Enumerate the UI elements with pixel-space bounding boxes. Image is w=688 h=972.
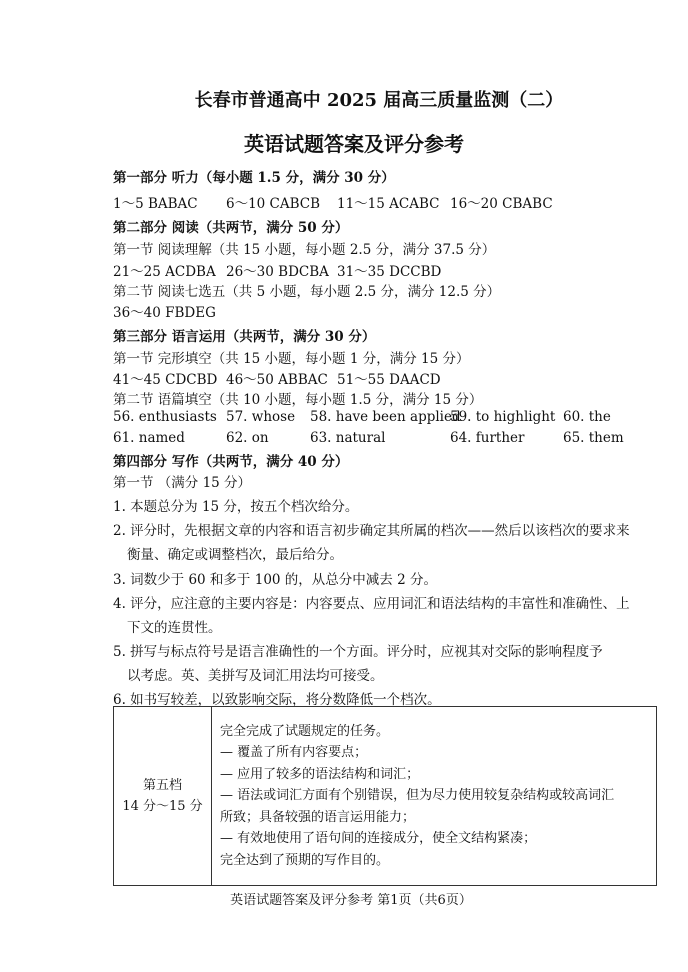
rubric-line-1: 完全完成了试题规定的任务。 [220, 723, 390, 739]
rule-3: 3. 词数少于 60 和多于 100 的，从总分中减去 2 分。 [113, 572, 437, 588]
rule-2: 2. 评分时，先根据文章的内容和语言初步确定其所属的档次——然后以该档次的要求来 [113, 523, 630, 539]
fill-answer-59: 59. to highlight [450, 409, 556, 425]
part3-section1-answer-1: 41～45 CDCBD [113, 372, 218, 388]
rule-6: 6. 如书写较差，以致影响交际，将分数降低一个档次。 [113, 692, 441, 708]
part4-section1-desc: 第一节 （满分 15 分） [113, 475, 252, 491]
document-subtitle: 英语试题答案及评分参考 [244, 132, 464, 156]
rule-5-continued: 以考虑。英、美拼写及词汇用法均可接受。 [127, 668, 384, 684]
rubric-line-6: — 有效地使用了语句间的连接成分，使全文结构紧凑； [220, 831, 537, 847]
part3-section1-answer-3: 51～55 DAACD [337, 372, 441, 388]
rule-4: 4. 评分，应注意的主要内容是：内容要点、应用词汇和语法结构的丰富性和准确性、上 [113, 596, 630, 612]
fill-answer-63: 63. natural [310, 430, 386, 446]
part3-section1-desc: 第一节 完形填空（共 15 小题，每小题 1 分，满分 15 分） [113, 351, 470, 367]
rubric-row-level-5 [114, 707, 657, 886]
rubric-line-2: — 覆盖了所有内容要点； [220, 745, 368, 761]
rubric-level-score: 14 分～15 分 [122, 799, 203, 814]
part2-section2-answers: 36～40 FBDEG [113, 305, 216, 321]
rule-1: 1. 本题总分为 15 分，按五个档次给分。 [113, 499, 359, 515]
part1-answer-1: 1～5 BABAC [113, 196, 198, 212]
fill-answer-62: 62. on [226, 430, 269, 446]
page-footer: 英语试题答案及评分参考 第1页（共6页） [230, 893, 472, 908]
part2-section1-answer-3: 31～35 DCCBD [337, 264, 442, 280]
fill-answer-60: 60. the [563, 409, 611, 425]
part4-heading: 第四部分 写作（共两节，满分 40 分） [113, 454, 349, 470]
part2-section1-answer-2: 26～30 BDCBA [226, 264, 329, 280]
part1-answer-3: 11～15 ACABC [337, 196, 440, 212]
rule-4-continued: 下文的连贯性。 [127, 620, 222, 636]
part1-answer-4: 16～20 CBABC [450, 196, 553, 212]
part2-section1-desc: 第一节 阅读理解（共 15 小题，每小题 2.5 分，满分 37.5 分） [113, 242, 496, 258]
part2-section2-desc: 第二节 阅读七选五（共 5 小题，每小题 2.5 分，满分 12.5 分） [113, 284, 501, 300]
part2-heading: 第二部分 阅读（共两节，满分 50 分） [113, 220, 349, 236]
fill-answer-65: 65. them [563, 430, 624, 446]
fill-answer-58: 58. have been applied [310, 409, 461, 425]
rubric-line-7: 完全达到了预期的写作目的。 [220, 852, 390, 868]
rule-5: 5. 拼写与标点符号是语言准确性的一个方面。评分时，应视其对交际的影响程度予 [113, 644, 603, 660]
fill-answer-56: 56. enthusiasts [113, 409, 217, 425]
fill-answer-61: 61. named [113, 430, 185, 446]
rubric-line-5: 所致；具备较强的语言运用能力； [220, 809, 416, 825]
part3-section2-desc: 第二节 语篇填空（共 10 小题，每小题 1.5 分，满分 15 分） [113, 392, 483, 408]
rubric-description-cell [212, 707, 657, 886]
part2-section1-answer-1: 21～25 ACDBA [113, 264, 216, 280]
fill-answer-64: 64. further [450, 430, 525, 446]
document-title: 长春市普通高中 2025 届高三质量监测（二） [194, 90, 564, 111]
part3-section1-answer-2: 46～50 ABBAC [226, 372, 328, 388]
scoring-rubric-table [113, 706, 657, 886]
rubric-line-3: — 应用了较多的语法结构和词汇； [220, 766, 420, 782]
rule-2-continued: 衡量、确定或调整档次，最后给分。 [127, 547, 343, 563]
part1-heading: 第一部分 听力（每小题 1.5 分，满分 30 分） [113, 170, 395, 186]
rubric-line-4: — 语法或词汇方面有个别错误，但为尽力使用较复杂结构或较高词汇 [220, 788, 615, 804]
part1-answer-2: 6～10 CABCB [226, 196, 321, 212]
fill-answer-57: 57. whose [226, 409, 296, 425]
rubric-level-name: 第五档 [142, 778, 182, 793]
rubric-level-cell [114, 707, 212, 886]
part3-heading: 第三部分 语言运用（共两节，满分 30 分） [113, 329, 376, 345]
